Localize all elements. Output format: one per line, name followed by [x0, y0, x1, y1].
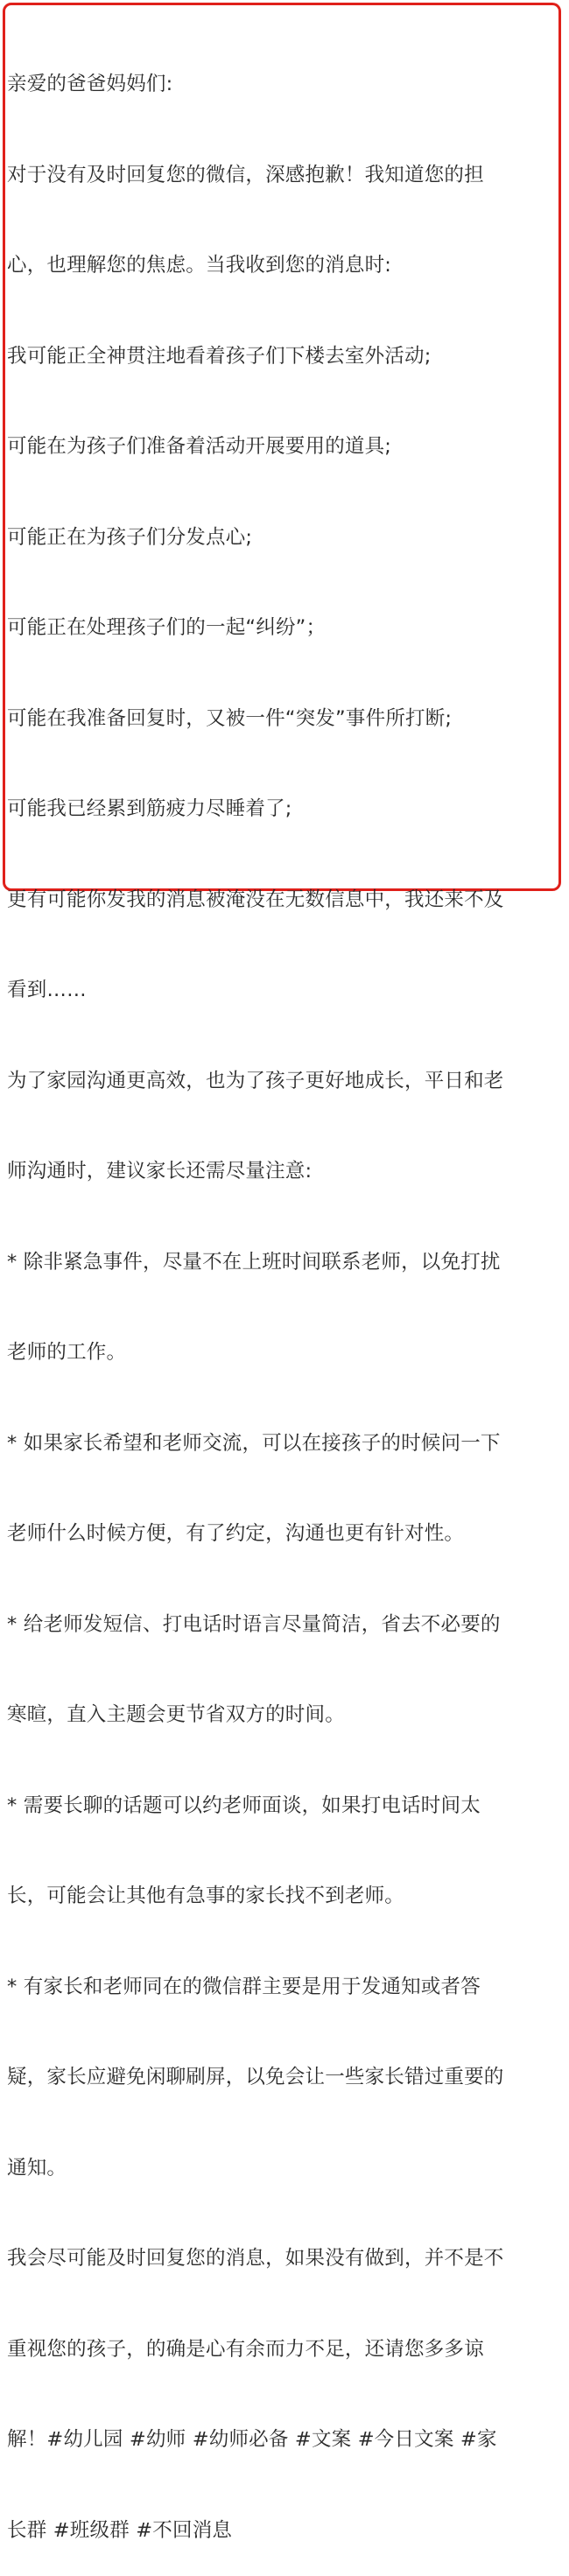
bullet-line: * 除非紧急事件，尽量不在上班时间联系老师，以免打扰 — [7, 1250, 501, 1274]
post-text — [7, 9, 554, 2576]
text-line: 可能在为孩子们准备着活动开展要用的道具; — [7, 435, 392, 458]
text-line: 看到…… — [7, 979, 87, 1001]
text-line: 可能正在处理孩子们的一起“纠纷”； — [7, 616, 327, 639]
bullet-line: * 需要长聊的话题可以约老师面谈，如果打电话时间太 — [7, 1793, 481, 1817]
hashtag-line: 长群 #班级群 #不回消息 — [7, 2518, 233, 2542]
text-line: 可能我已经累到筋疲力尽睡着了; — [7, 797, 292, 820]
text-line: 通知。 — [7, 2156, 67, 2179]
greeting-line: 亲爱的爸爸妈妈们: — [7, 73, 173, 95]
text-line: 重视您的孩子，的确是心有余而力不足，还请您多多谅 — [7, 2337, 484, 2361]
text-line: 更有可能你发我的消息被淹没在无数信息中，我还来不及 — [7, 888, 504, 911]
text-line: 老师的工作。 — [7, 1341, 127, 1364]
bullet-line: * 有家长和老师同在的微信群主要是用于发通知或者答 — [7, 1975, 481, 1998]
text-line: 师沟通时，建议家长还需尽量注意: — [7, 1160, 313, 1183]
text-line: 长，可能会让其他有急事的家长找不到老师。 — [7, 1885, 405, 1907]
text-line: 我会尽可能及时回复您的消息，如果没有做到，并不是不 — [7, 2247, 504, 2270]
text-line: 心，也理解您的焦虑。当我收到您的消息时: — [7, 254, 392, 277]
text-line: 我可能正全神贯注地看着孩子们下楼去室外活动; — [7, 344, 432, 368]
text-line: 对于没有及时回复您的微信，深感抱歉！我知道您的担 — [7, 163, 484, 186]
text-line: 可能在我准备回复时，又被一件“突发”事件所打断; — [7, 706, 453, 730]
text-line: 可能正在为孩子们分发点心; — [7, 525, 253, 549]
hashtag-line: 解！#幼儿园 #幼师 #幼师必备 #文案 #今日文案 #家 — [7, 2428, 497, 2451]
text-line: 寒暄，直入主题会更节省双方的时间。 — [7, 1703, 345, 1726]
bullet-line: * 如果家长希望和老师交流，可以在接孩子的时候问一下 — [7, 1431, 501, 1455]
text-line: 为了家园沟通更高效，也为了孩子更好地成长，平日和老 — [7, 1069, 504, 1092]
text-line: 老师什么时候方便，有了约定，沟通也更有针对性。 — [7, 1522, 465, 1545]
bullet-line: * 给老师发短信、打电话时语言尽量简洁，省去不必要的 — [7, 1612, 501, 1636]
text-line: 疑，家长应避免闲聊刷屏，以免会让一些家长错过重要的 — [7, 2066, 504, 2088]
